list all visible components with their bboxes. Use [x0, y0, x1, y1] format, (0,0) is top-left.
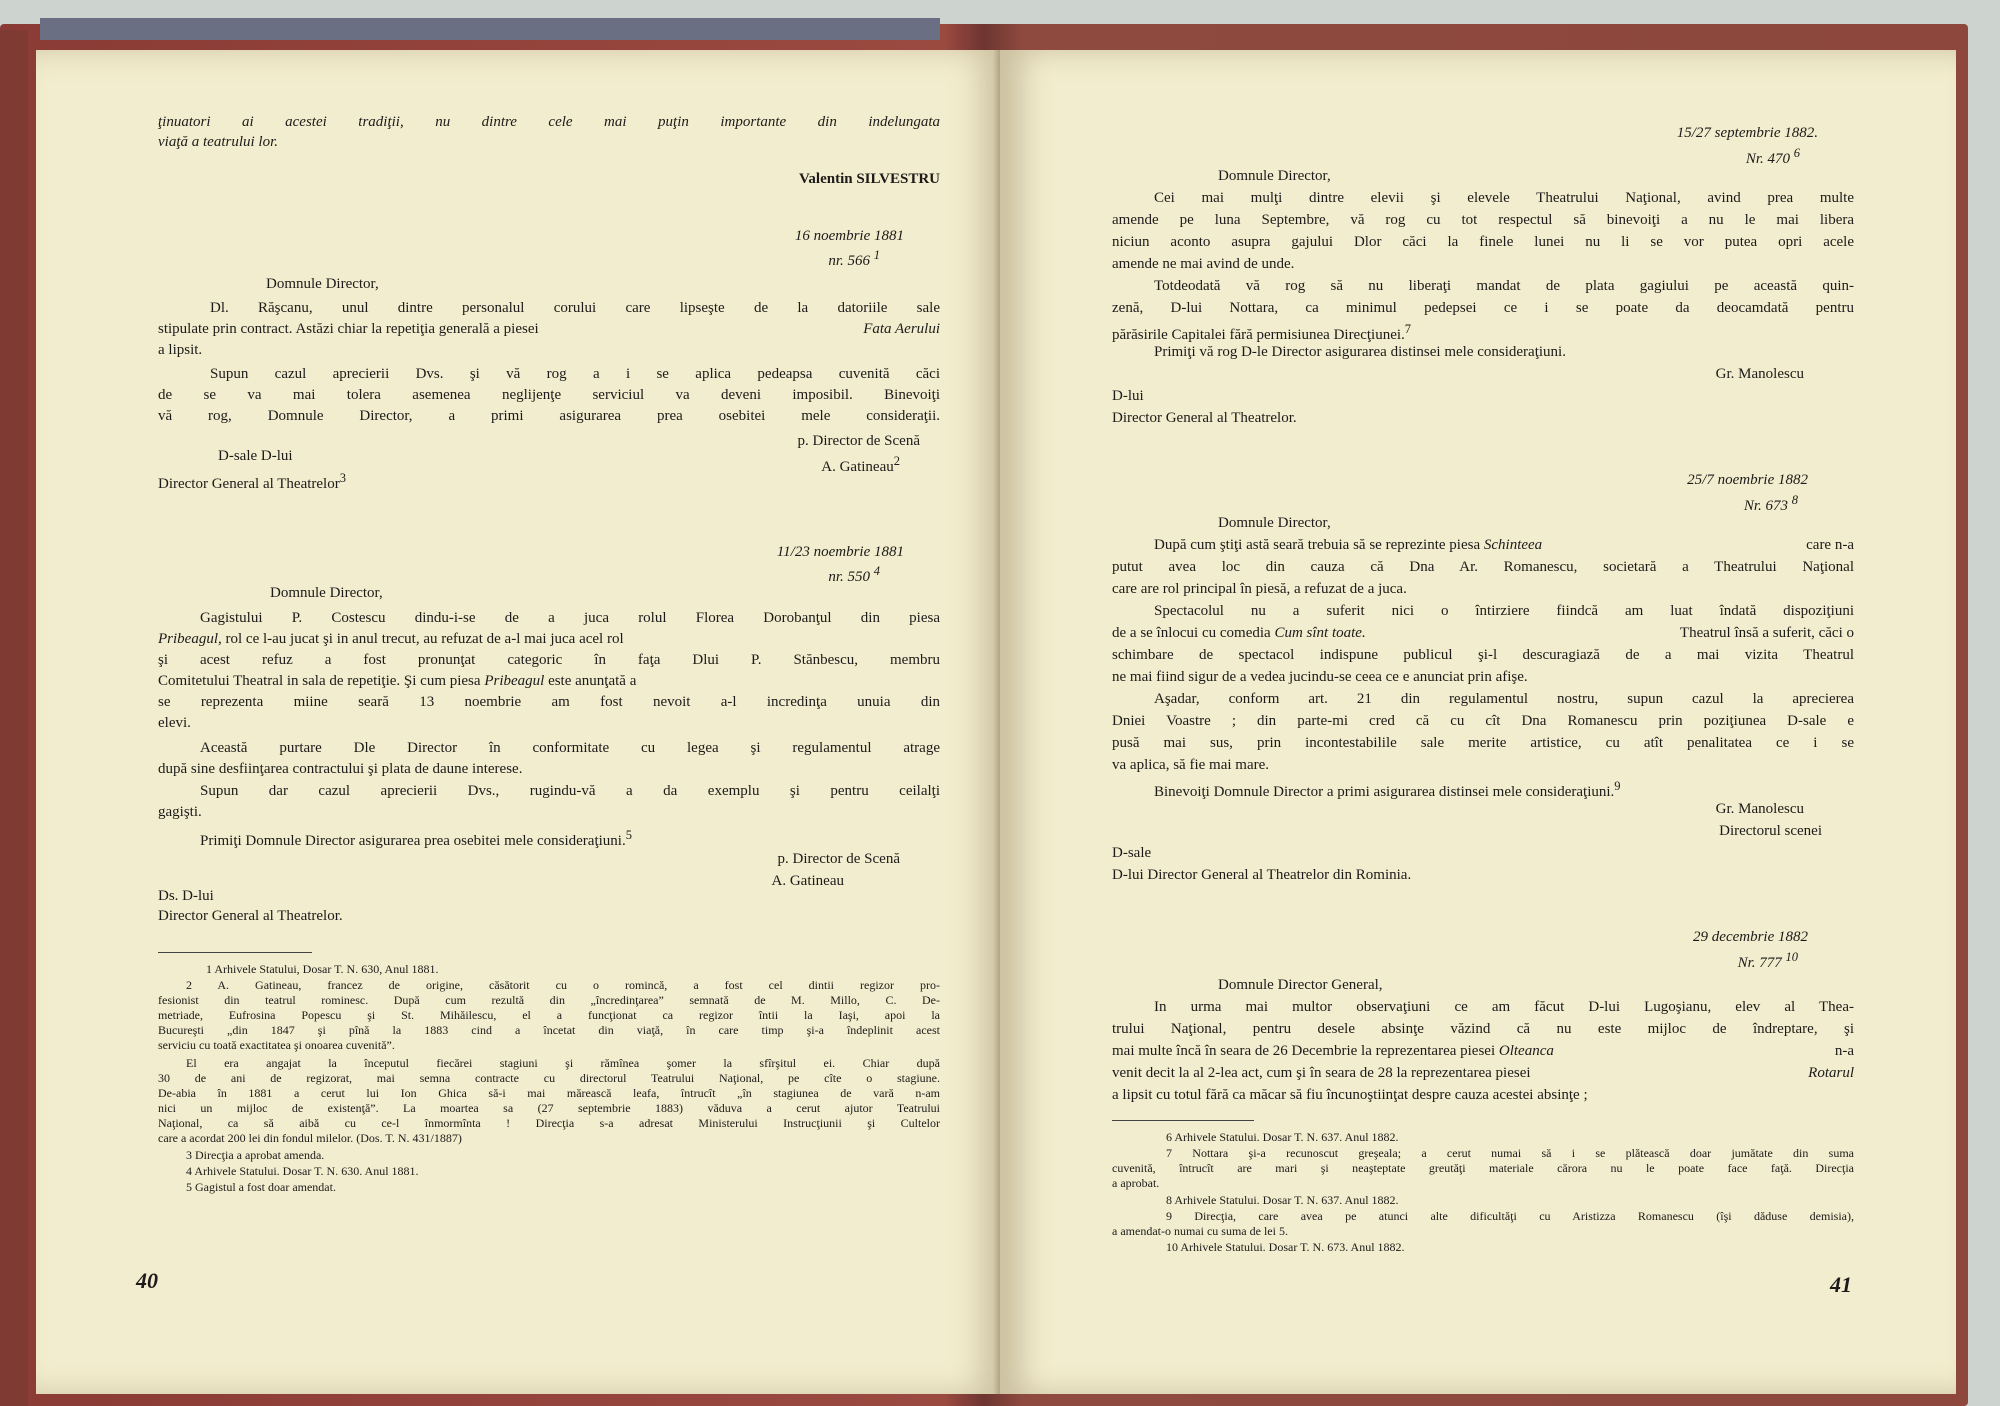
- footnote: 10 Arhivele Statului. Dosar T. N. 673. Anul 1882.: [1166, 1240, 1405, 1254]
- letter-salutation: Domnule Director,: [270, 585, 383, 601]
- footnote: cuvenită, întrucît are mari şi neaşteptate greutăţi materiale cărora nu le poate face faţă. Direcţia: [1112, 1161, 1854, 1175]
- letter-body-line: mai multe încă în seara de 26 Decembrie la reprezentarea piesei Olteanca n-a: [1112, 1043, 1854, 1059]
- letter-body-line: Supun cazul aprecierii Dvs. şi vă rog a i se aplica pedeapsa cuvenită căci: [210, 366, 940, 382]
- signature-name: A. Gatineau: [771, 873, 844, 889]
- signature-name: Gr. Manolescu: [1715, 366, 1804, 382]
- footnote: serviciu cu toată exactitatea şi onoarea cuvenită”.: [158, 1038, 395, 1052]
- footnote: 5 Gagistul a fost doar amendat.: [186, 1180, 336, 1194]
- footnote: 9 Direcţia, care avea pe atunci alte dificultăţi cu Aristizza Romanescu (îşi dăduse demisia),: [1166, 1209, 1854, 1223]
- address-line: Director General al Theatrelor.: [158, 908, 343, 924]
- letter-body-line: schimbare de spectacol indispune publicul şi-l descuragiază de a mai vizita Theatrul: [1112, 647, 1854, 663]
- footnote: metriade, Eufrosina Popescu şi St. Mihăilescu, el a funcţionat ca regizor întii la Iaşi, apoi la: [158, 1008, 940, 1022]
- address-line: D-sale D-lui: [218, 448, 293, 464]
- letter-body-line: trului Naţional, pentru desele absinţe văzind că nu este mijloc de îndreptare, şi: [1112, 1021, 1854, 1037]
- intro-line: viaţă a teatrului lor.: [158, 134, 278, 150]
- letter-date: 11/23 noembrie 1881: [776, 544, 904, 560]
- article-author: Valentin SILVESTRU: [798, 171, 940, 187]
- footnote: a aprobat.: [1112, 1176, 1160, 1190]
- address-line: D-sale: [1112, 845, 1152, 861]
- letter-body-line: venit decit la al 2-lea act, cum şi în seara de 28 la reprezentarea piesei Rotarul: [1112, 1065, 1854, 1081]
- letter-body-line: Aşadar, conform art. 21 din regulamentul nostru, supun cazul la aprecierea: [1154, 691, 1854, 707]
- footnote: 4 Arhivele Statului. Dosar T. N. 630. Anul 1881.: [186, 1164, 419, 1178]
- left-page: [36, 50, 1000, 1394]
- letter-body-line: Cei mai mulţi dintre elevii şi elevele Theatrului Naţional, avind prea multe: [1154, 190, 1854, 206]
- footnote: Naţional, ca să aibă cu ce-l înmormînta ! Direcţia s-a adresat Ministerului Instrucţiunii şi Cultelor: [158, 1116, 940, 1130]
- letter-body-line: ne mai fiind sigur de a vedea jucindu-se ceea ce e anunciat prin afişe.: [1112, 669, 1528, 685]
- footnote: El era angajat la începutul fiecărei stagiuni şi rămînea şomer la sfîrşitul ei. Chiar după: [186, 1056, 940, 1070]
- letter-salutation: Domnule Director,: [1218, 168, 1331, 184]
- footnote: fesionist din teatrul rominesc. După cum rezultă din „încredinţarea” semnată de M. Millo, C. De-: [158, 993, 940, 1007]
- letter-body-line: stipulate prin contract. Astăzi chiar la repetiţia generală a piesei Fata Aerului: [158, 321, 940, 337]
- letter-body-line: gagişti.: [158, 804, 202, 820]
- footnote-rule: [158, 952, 312, 953]
- letter-body-line: Binevoiţi Domnule Director a primi asigurarea distinsei mele consideraţiuni.$^9$: [1154, 779, 1621, 800]
- footnote: 1 Arhivele Statului, Dosar T. N. 630, Anul 1881.: [206, 962, 439, 976]
- address-line: Director General al Theatrelor$^3$: [158, 471, 346, 492]
- letter-body-line: va aplica, să fie mai mare.: [1112, 757, 1270, 773]
- letter-body-line: Totdeodată vă rog să nu liberaţi mandat de plata gagiului pe această quin-: [1154, 278, 1854, 294]
- signature-name: Gr. Manolescu: [1715, 801, 1804, 817]
- letter-body-line: Dniei Voastre ; din parte-mi cred că cu cît Dna Romanescu prin poziţiunea D-sale e: [1112, 713, 1854, 729]
- letter-number: nr. 566 $^1$: [828, 248, 880, 269]
- letter-number: nr. 550 $^4$: [828, 564, 880, 585]
- footnote-rule: [1112, 1120, 1254, 1121]
- footnote: 2 A. Gatineau, francez de origine, căsătorit cu o romincă, a fost cel dintii regizor pro-: [186, 978, 940, 992]
- letter-body-line: Primiţi Domnule Director asigurarea prea osebitei mele consideraţiuni.$^5$: [200, 828, 632, 849]
- letter-body-line: şi acest refuz a fost pronunţat categoric în faţa Dlui P. Stănbescu, membru: [158, 652, 940, 668]
- letter-salutation: Domnule Director General,: [1218, 977, 1383, 993]
- book-cover-edge: [40, 18, 940, 40]
- letter-body-line: se reprezenta miine seară 13 noembrie am fost nevoit a-l incredinţa unuia din: [158, 694, 940, 710]
- book-spine-edge: [0, 30, 28, 1406]
- footnote: 7 Nottara şi-a recunoscut greşeala; a cerut numai să i se plătească doar jumătate din suma: [1166, 1146, 1854, 1160]
- letter-body-line: de a se înlocui cu comedia Cum sînt toate. Theatrul însă a suferit, căci o: [1112, 625, 1854, 641]
- letter-body-line: Gagistului P. Costescu dindu-i-se de a juca rolul Florea Dorobanţul din piesa: [200, 610, 940, 626]
- letter-body-line: Pribeagul, rol ce l-au jucat şi in anul trecut, au refuzat de a-l mai juca acel rol: [158, 631, 624, 647]
- signature-role: Directorul scenei: [1719, 823, 1822, 839]
- address-line: D-lui Director General al Theatrelor din Rominia.: [1112, 867, 1412, 883]
- footnote: 30 de ani de regizorat, mai semna contracte cu directorul Teatrului Naţional, pe cîte o stagiune.: [158, 1071, 940, 1085]
- letter-body-line: Supun dar cazul aprecierii Dvs., rugindu-vă a da exemplu şi pentru ceilalţi: [200, 783, 940, 799]
- letter-body-line: Spectacolul nu a suferit nici o întirziere fiindcă am luat îndată dispoziţiuni: [1154, 603, 1854, 619]
- letter-body-line: de se va mai tolera asemenea neglijenţe serviciul va deveni imposibil. Binevoiţi: [158, 387, 940, 403]
- letter-body-line: elevi.: [158, 715, 191, 731]
- letter-body-line: Dl. Răşcanu, unul dintre personalul corului care lipseşte de la datoriile sale: [210, 300, 940, 316]
- letter-body-line: amende ne mai avind de unde.: [1112, 256, 1295, 272]
- address-line: Ds. D-lui: [158, 888, 214, 904]
- letter-body-line: vă rog, Domnule Director, a primi asigurarea prea osebitei mele consideraţii.: [158, 408, 940, 424]
- letter-body-line: a lipsit.: [158, 342, 203, 358]
- letter-date: 29 decembrie 1882: [1693, 929, 1808, 945]
- footnote: care a acordat 200 lei din fondul milelor. (Dos. T. N. 431/1887): [158, 1131, 462, 1145]
- letter-body-line: amende pe luna Septembre, vă rog cu tot respectul să binevoiţi a nu le mai libera: [1112, 212, 1854, 228]
- page-number: 41: [1830, 1272, 1852, 1297]
- letter-salutation: Domnule Director,: [266, 276, 379, 292]
- signature-role: p. Director de Scenă: [797, 433, 920, 449]
- footnote: Bucureşti „din 1847 şi pînă la 1883 cind a încetat din viaţă, în care timp şi-a îndeplinit acest: [158, 1023, 940, 1037]
- intro-line: ţinuatori ai acestei tradiţii, nu dintre cele mai puţin importante din indelungata: [158, 114, 940, 130]
- letter-body-line: In urma mai multor observaţiuni ce am făcut D-lui Lugoşianu, elev al Thea-: [1154, 999, 1854, 1015]
- letter-date: 25/7 noembrie 1882: [1687, 472, 1808, 488]
- address-line: D-lui: [1112, 388, 1144, 404]
- letter-body-line: niciun aconto asupra gajului Dlor căci la finele lunei nu li se vor putea opri acele: [1112, 234, 1854, 250]
- letter-number: Nr. 777 $^{10}$: [1737, 950, 1798, 971]
- letter-body-line: Această purtare Dle Director în conformitate cu legea şi regulamentul atrage: [200, 740, 940, 756]
- letter-date: 15/27 septembrie 1882.: [1676, 125, 1818, 141]
- footnote: 8 Arhivele Statului. Dosar T. N. 637. Anul 1882.: [1166, 1193, 1399, 1207]
- signature-role: p. Director de Scenă: [777, 851, 900, 867]
- letter-date: 16 noembrie 1881: [794, 228, 904, 244]
- letter-body-line: Comitetului Theatral in sala de repetiţie. Şi cum piesa Pribeagul este anunţată a: [158, 673, 637, 689]
- footnote: 3 Direcţia a aprobat amenda.: [186, 1148, 325, 1162]
- letter-number: Nr. 470 $^6$: [1745, 146, 1800, 167]
- footnote: De-abia în 1881 a cerut lui Ion Ghica să-i mai mărească leafa, întrucît „în stagiunea de vară n-am: [158, 1086, 940, 1100]
- letter-body-line: părăsirile Capitalei fără permisiunea Direcţiunei.$^7$: [1112, 322, 1412, 343]
- letter-body-line: Primiţi vă rog D-le Director asigurarea distinsei mele consideraţiuni.: [1154, 344, 1566, 360]
- letter-body-line: pusă mai sus, prin incontestabilile sale merite artistice, cu atît penalitatea ce i se: [1112, 735, 1854, 751]
- address-line: Director General al Theatrelor.: [1112, 410, 1297, 426]
- right-page: [1000, 50, 1956, 1394]
- letter-body-line: care are rol principal în piesă, a refuzat de a juca.: [1112, 581, 1407, 597]
- footnote: nici un mijloc de existenţă”. La moartea sa (27 septembrie 1883) văduva a cerut ajutor Teatrului: [158, 1101, 940, 1115]
- letter-body-line: putut avea loc din cauza că Dna Ar. Romanescu, societară a Theatrului Naţional: [1112, 559, 1854, 575]
- letter-body-line: După cum ştiţi astă seară trebuia să se reprezinte piesa Schinteea care n-a: [1154, 537, 1854, 553]
- letter-body-line: a lipsit cu totul fără ca măcar să fiu încunoştiinţat despre cauza acestei absinţe ;: [1112, 1087, 1588, 1103]
- letter-body-line: după sine desfiinţarea contractului şi plata de daune interese.: [158, 761, 523, 777]
- footnote: a amendat-o numai cu suma de lei 5.: [1112, 1224, 1288, 1238]
- signature-name: A. Gatineau$^2$: [821, 454, 900, 475]
- page-number: 40: [136, 1268, 158, 1293]
- letter-number: Nr. 673 $^8$: [1743, 493, 1798, 514]
- footnote: 6 Arhivele Statului. Dosar T. N. 637. Anul 1882.: [1166, 1130, 1399, 1144]
- letter-salutation: Domnule Director,: [1218, 515, 1331, 531]
- letter-body-line: zenă, D-lui Nottara, ca minimul pedepsei ce i se poate da deocamdată pentru: [1112, 300, 1854, 316]
